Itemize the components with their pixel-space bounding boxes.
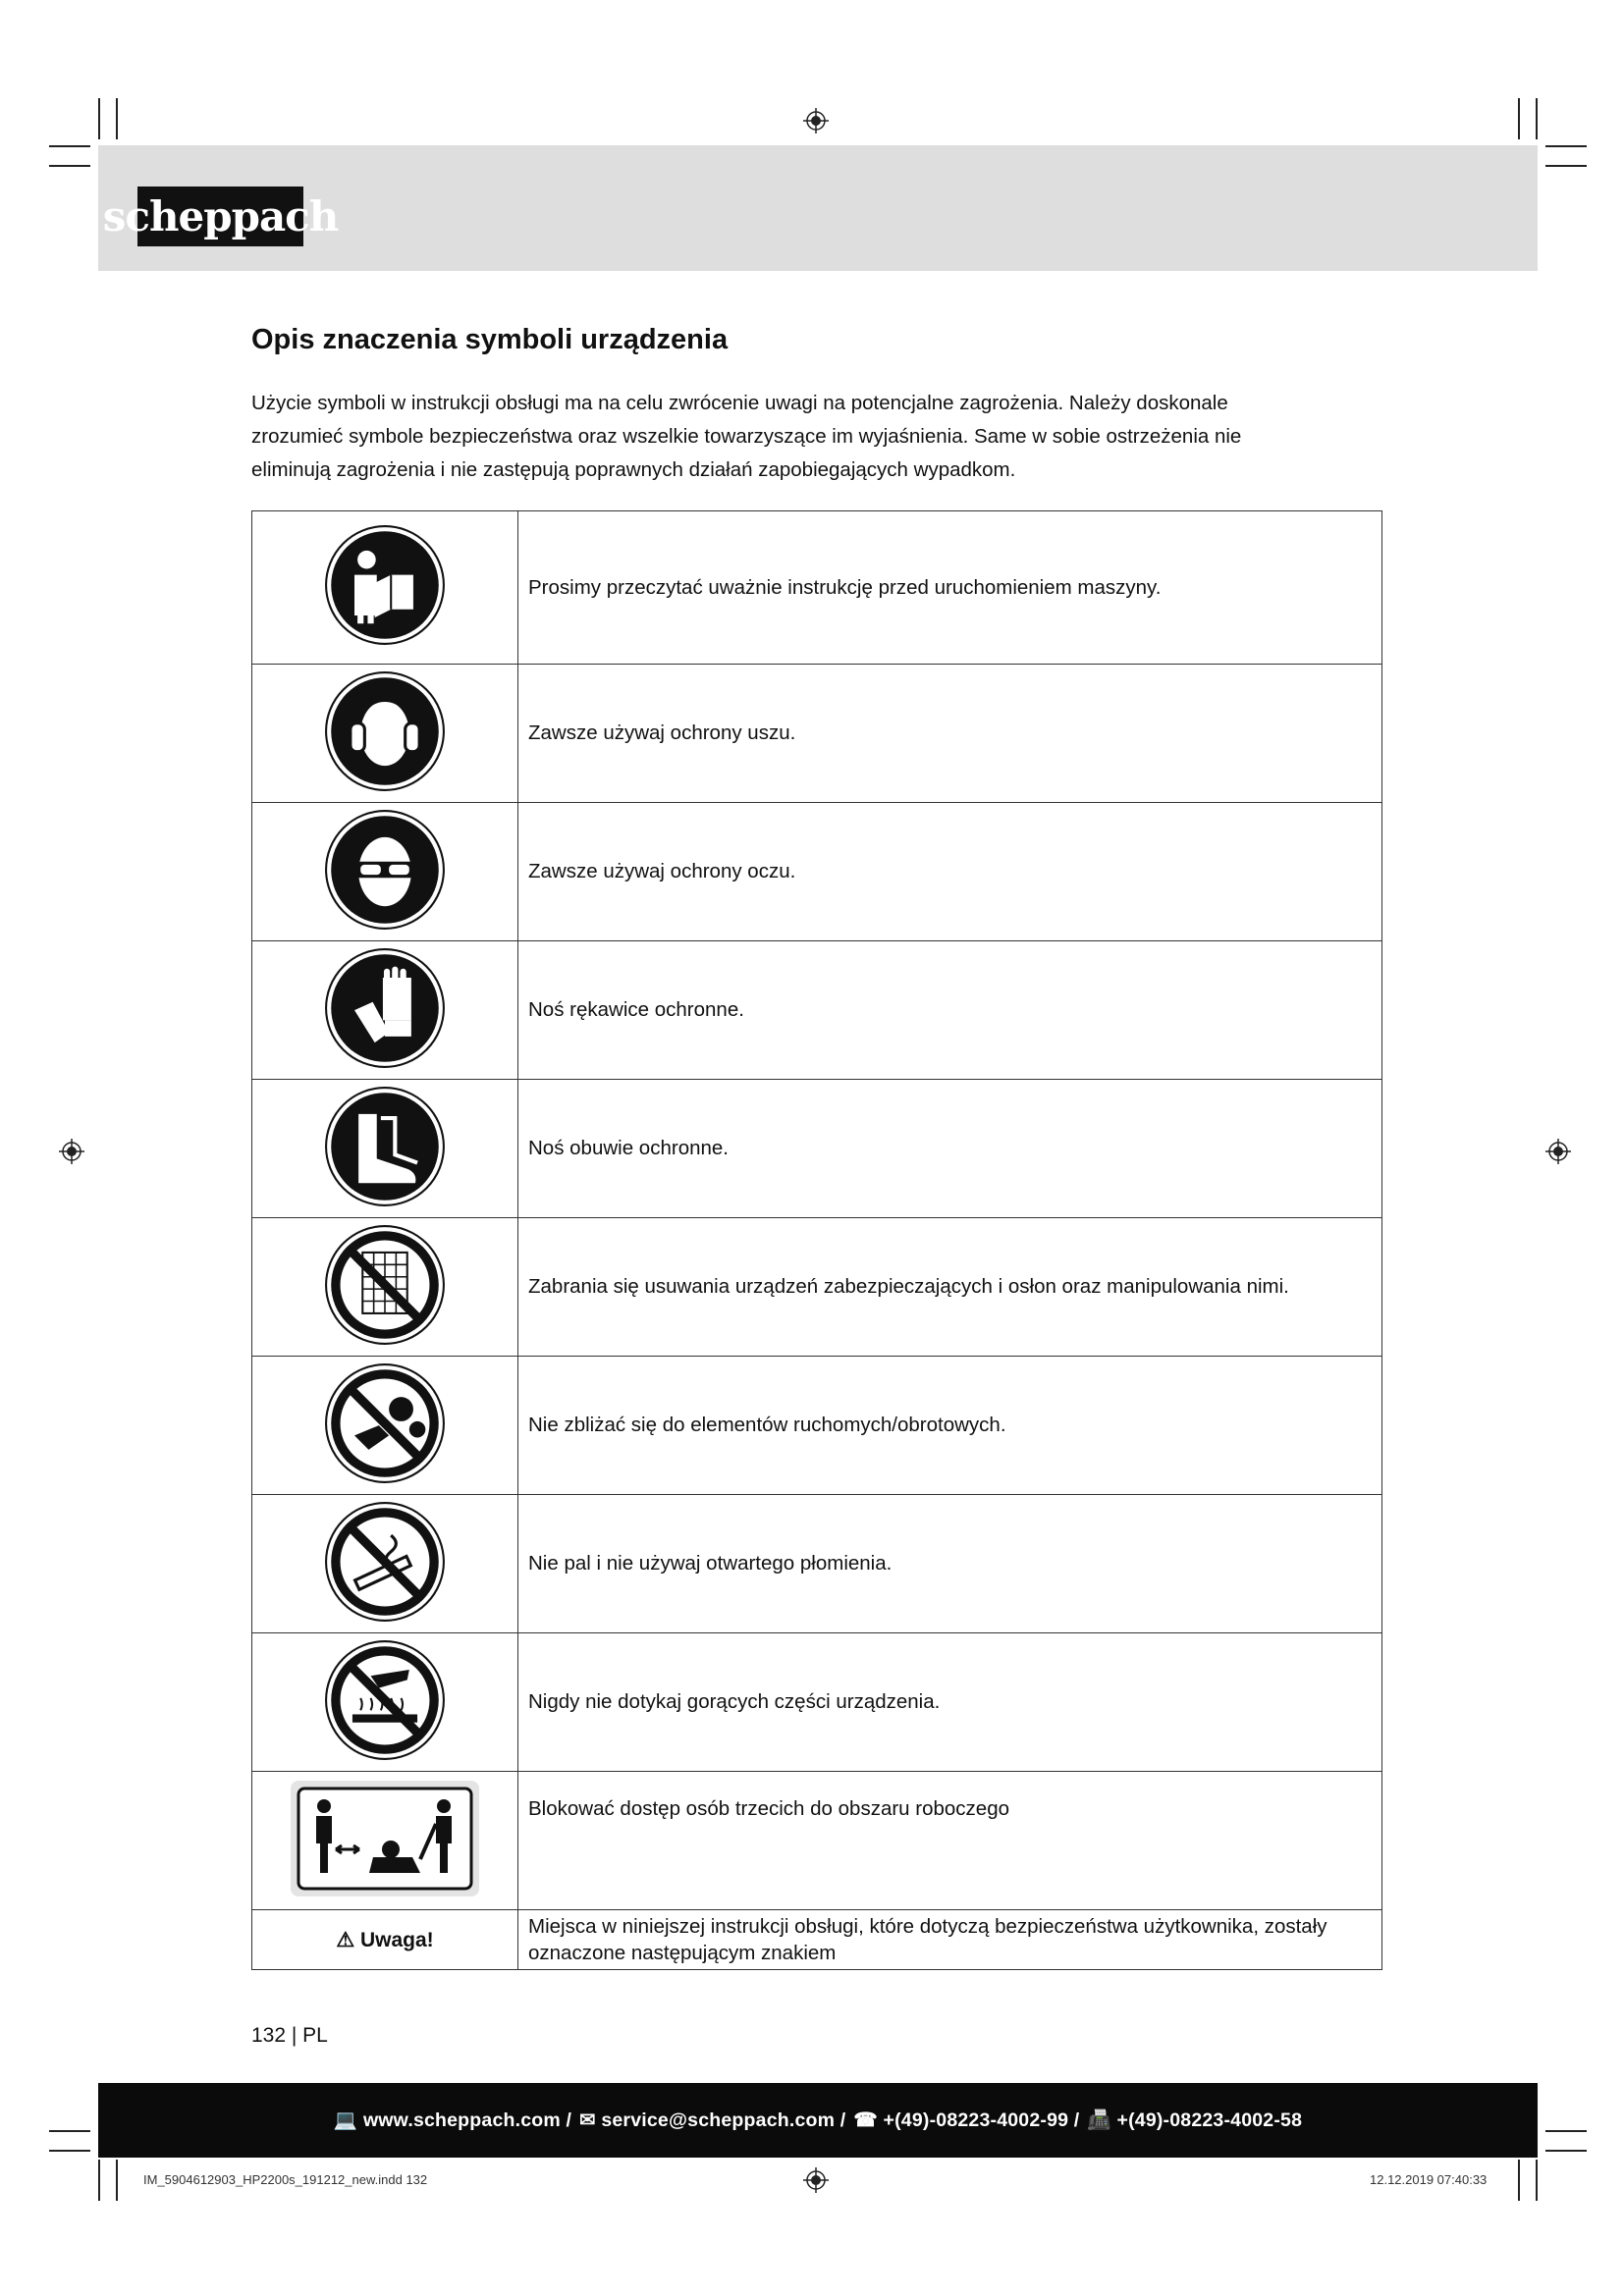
symbol-description: Noś obuwie ochronne. <box>518 1080 1382 1218</box>
symbol-description: Nie pal i nie używaj otwartego płomienia. <box>518 1495 1382 1633</box>
crop-mark <box>98 98 100 139</box>
registration-mark-icon <box>1545 1139 1571 1164</box>
table-row <box>252 941 1382 1080</box>
crop-mark <box>49 2130 90 2132</box>
icon-cell <box>252 1218 518 1357</box>
icon-cell <box>252 1080 518 1218</box>
no-touch-hot-icon <box>324 1639 446 1761</box>
table-row <box>252 1218 1382 1357</box>
table-row <box>252 511 1382 665</box>
icon-cell <box>252 1772 518 1910</box>
icon-cell <box>252 1357 518 1495</box>
table-row <box>252 1080 1382 1218</box>
table-row <box>252 1772 1382 1910</box>
crop-mark <box>1545 2130 1587 2132</box>
crop-mark <box>1545 165 1587 167</box>
icon-cell <box>252 941 518 1080</box>
symbol-description: Nie zbliżać się do elementów ruchomych/obrotowych. <box>518 1357 1382 1495</box>
table-row <box>252 1910 1382 1970</box>
table-row <box>252 1357 1382 1495</box>
footer-website[interactable]: 💻 www.scheppach.com / <box>333 2109 572 2131</box>
crop-mark <box>1518 2160 1520 2201</box>
slug-file: IM_5904612903_HP2200s_191212_new.indd 132 <box>143 2172 428 2187</box>
no-smoking-icon <box>324 1501 446 1623</box>
warning-label: ⚠ Uwaga! <box>336 1928 434 1951</box>
crop-mark <box>49 2150 90 2152</box>
intro-line: Użycie symboli w instrukcji obsługi ma na celu zwrócenie uwagi na potencjalne zagrożenia. Należy doskonale <box>251 392 1228 414</box>
symbol-description: Zawsze używaj ochrony oczu. <box>518 803 1382 941</box>
icon-cell <box>252 1633 518 1772</box>
symbol-description: Zawsze używaj ochrony uszu. <box>518 665 1382 803</box>
page-number: 132 | PL <box>251 2024 328 2047</box>
symbol-description: Prosimy przeczytać uważnie instrukcję przed uruchomieniem maszyny. <box>518 511 1382 665</box>
registration-mark-icon <box>803 2167 829 2193</box>
crop-mark <box>1518 98 1520 139</box>
icon-cell <box>252 665 518 803</box>
crop-mark <box>1545 145 1587 147</box>
table-row <box>252 1633 1382 1772</box>
table-row <box>252 665 1382 803</box>
no-guard-removal-icon <box>324 1224 446 1346</box>
crop-mark <box>49 165 90 167</box>
intro-line: zrozumieć symbole bezpieczeństwa oraz wszelkie towarzyszące im wyjaśnienia. Same w sobie ostrzeżenia nie <box>251 425 1242 448</box>
keep-bystanders-away-icon <box>291 1781 479 1896</box>
crop-mark <box>49 145 90 147</box>
crop-mark <box>1536 2160 1538 2201</box>
crop-mark <box>1536 98 1538 139</box>
symbol-description: Blokować dostęp osób trzecich do obszaru roboczego <box>518 1772 1382 1910</box>
note-line: Miejsca w niniejszej instrukcji obsługi, które dotyczą bezpieczeństwa użytkownika, zostały <box>528 1915 1327 1938</box>
symbols-table <box>251 510 1382 1970</box>
footer-band <box>98 2083 1538 2158</box>
note-line: oznaczone następującym znakiem <box>528 1942 837 1964</box>
slug-timestamp: 12.12.2019 07:40:33 <box>1370 2172 1488 2187</box>
intro-line: eliminują zagrożenia i nie zastępują poprawnych działań zapobiegających wypadkom. <box>251 458 1016 481</box>
read-manual-icon <box>324 524 446 646</box>
intro-paragraph <box>251 387 1380 487</box>
footer-email[interactable]: ✉ service@scheppach.com / <box>579 2109 846 2131</box>
crop-mark <box>116 2160 118 2201</box>
footer-fax: 📠 +(49)-08223-4002-58 <box>1087 2109 1303 2131</box>
no-moving-parts-icon <box>324 1362 446 1484</box>
registration-mark-icon <box>59 1139 84 1164</box>
symbol-description: Zabrania się usuwania urządzeń zabezpieczających i osłon oraz manipulowania nimi. <box>518 1218 1382 1357</box>
page-title: Opis znaczenia symboli urządzenia <box>251 324 729 355</box>
symbol-description: Nigdy nie dotykaj gorących części urządzenia. <box>518 1633 1382 1772</box>
footer-phone: ☎ +(49)-08223-4002-99 / <box>853 2109 1080 2131</box>
table-row <box>252 803 1382 941</box>
note-description <box>518 1910 1382 1970</box>
crop-mark <box>98 2160 100 2201</box>
icon-cell <box>252 1910 518 1970</box>
eye-protection-icon <box>324 809 446 931</box>
icon-cell <box>252 803 518 941</box>
icon-cell <box>252 511 518 665</box>
crop-mark <box>1545 2150 1587 2152</box>
brand-logo: scheppach <box>137 187 303 246</box>
safety-boots-icon <box>324 1086 446 1207</box>
registration-mark-icon <box>803 108 829 133</box>
crop-mark <box>116 98 118 139</box>
ear-protection-icon <box>324 670 446 792</box>
icon-cell <box>252 1495 518 1633</box>
symbol-description: Noś rękawice ochronne. <box>518 941 1382 1080</box>
table-row <box>252 1495 1382 1633</box>
gloves-icon <box>324 947 446 1069</box>
